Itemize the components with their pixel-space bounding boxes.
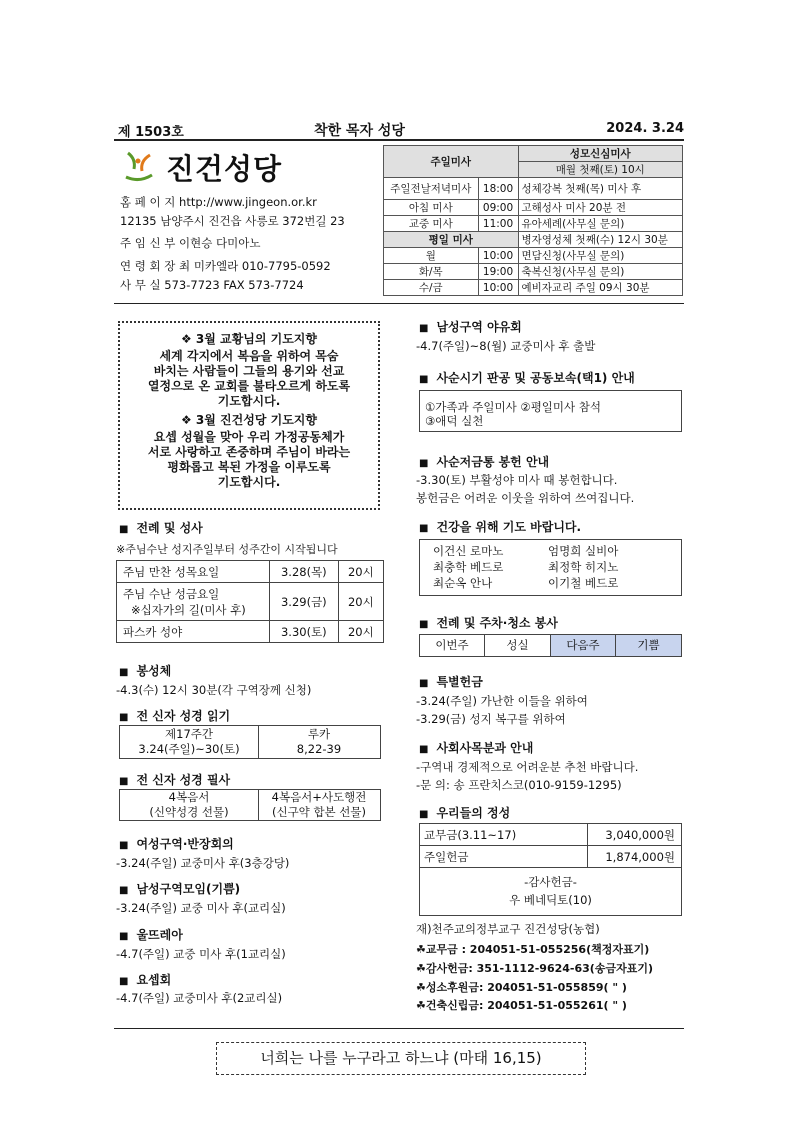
bulletin-header [114, 119, 684, 139]
pope-intention-line: 바치는 사람들이 그들의 용기와 선교 [153, 364, 345, 378]
communion-text: -4.3(수) 12시 30분(각 구역장께 신청) [116, 683, 312, 697]
mon-time: 10:00 [478, 248, 518, 264]
good-friday [117, 583, 270, 621]
header-rule [114, 139, 684, 141]
social-title: ■ 사회사목분과 안내 [419, 739, 533, 756]
cross-leaf-icon [122, 149, 156, 183]
pope-intention-line: 열정으로 온 교회를 불타오르게 하도록 [147, 379, 351, 393]
footer-rule [114, 1028, 684, 1029]
easter-vigil-date: 3.30(토) [270, 621, 339, 643]
sunday-offering-amount: 1,874,000원 [605, 850, 675, 864]
noon-mass-note: 유아세례(사무실 문의) [518, 216, 683, 232]
parish-intention-line: 평화롭고 복된 가정을 이루도록 [167, 460, 331, 474]
social-contact[interactable]: -문 의: 송 프란치스코(010-9159-1295) [416, 778, 622, 792]
prayer-name: 엄명희 실비아 [548, 544, 619, 558]
copy-option-1: 4복음서 [168, 790, 210, 804]
bible-verse-footer: 너희는 나를 누구라고 하느냐 (마태 16,15) [216, 1042, 586, 1075]
pope-intention-line: 기도합시다. [217, 394, 281, 408]
offering-title: ■ 우리들의 정성 [419, 804, 510, 821]
parish-intention-title: ❖ 3월 진건성당 기도지향 [181, 413, 317, 427]
bulletin-date: 2024. 3.24 [606, 121, 684, 136]
donation-box-line: -3.30(토) 부활성야 미사 때 봉헌합니다. [416, 473, 618, 487]
morning-mass-note: 고해성사 미사 20분 전 [518, 200, 683, 216]
weekday-mass-header: 평일 미사 [384, 232, 519, 248]
wedfri-time: 10:00 [478, 280, 518, 296]
service-this-week: 이번주 [419, 634, 485, 657]
communion-title: ■ 봉성체 [119, 662, 171, 679]
bible-copy-box [119, 789, 381, 821]
noon-mass-time: 11:00 [478, 216, 518, 232]
copy-option-2: 4복음서+사도행전 [271, 790, 367, 804]
special-offering-title: ■ 특별헌금 [419, 673, 483, 690]
morning-mass-time: 09:00 [478, 200, 518, 216]
mon-note: 면담신청(사무실 문의) [518, 248, 683, 264]
mon-label: 월 [384, 248, 479, 264]
donation-box-line: 봉헌금은 어려운 이웃을 위하여 쓰여집니다. [416, 491, 635, 505]
holy-thursday: 주님 만찬 성목요일 [117, 561, 270, 583]
lent-box [419, 390, 682, 432]
holy-thursday-time: 20시 [338, 561, 383, 583]
pastor: 주 임 신 부 이현승 다미아노 [120, 236, 261, 250]
good-friday-time: 20시 [338, 583, 383, 621]
service-next-group: 기쁨 [615, 634, 682, 657]
social-line: -구역내 경제적으로 어려운분 추천 바랍니다. [416, 760, 639, 774]
eve-mass-label: 주일전날저녁미사 [384, 178, 479, 200]
bible-reading-box [119, 725, 381, 759]
reading-period: 3.24(주일)~30(토) [138, 742, 240, 756]
sunday-offering-label: 주일헌금 [424, 850, 469, 864]
lent-option-line: ③애덕 실천 [425, 414, 484, 428]
service-this-group: 성실 [484, 634, 551, 657]
parish-intention-line: 서로 사랑하고 존중하며 주님이 바라는 [147, 445, 351, 459]
pope-intention-line: 세계 각지에서 복음을 위하여 목숨 [159, 349, 339, 363]
homepage[interactable]: 홈 페 이 지 http://www.jingeon.or.kr [120, 195, 317, 209]
holy-thursday-date: 3.28(목) [270, 561, 339, 583]
account-line: ☘교무금 : 204051-51-055256(책정자표기) [416, 943, 650, 956]
parish-intention-line: 기도합시다. [217, 475, 281, 489]
prayer-name: 이기철 베드로 [548, 576, 619, 590]
tuethu-label: 화/목 [384, 264, 479, 280]
ultreya-title: ■ 울뜨레아 [119, 926, 183, 943]
good-friday-sub: ※십자가의 길(미사 후) [131, 602, 246, 617]
ultreya-text: -4.7(주일) 교중 미사 후(1교리실) [116, 947, 286, 961]
men-meeting-text: -3.24(주일) 교중 미사 후(교리실) [116, 901, 286, 915]
health-prayer-box [419, 539, 682, 596]
health-title: ■ 건강을 위해 기도 바랍니다. [419, 518, 581, 535]
lent-option-line: ①가족과 주일미사 ②평일미사 참석 [425, 400, 602, 414]
council-president: 연 령 회 장 최 미카엘라 010-7795-0592 [120, 259, 331, 273]
holy-week-note: ※주님수난 성지주일부터 성주간이 시작됩니다 [116, 543, 338, 556]
tuethu-time: 19:00 [478, 264, 518, 280]
bible-reading-title: ■ 전 신자 성경 읽기 [119, 707, 230, 724]
women-meeting-title: ■ 여성구역·반장회의 [119, 835, 234, 852]
eve-mass-note: 성체강복 첫째(목) 미사 후 [518, 178, 683, 200]
section-rule [114, 303, 684, 304]
joseph-title: ■ 요셉회 [119, 971, 171, 988]
men-picnic-text: -4.7(주일)~8(월) 교중미사 후 출발 [416, 339, 596, 353]
prayer-name: 최순옥 안나 [433, 576, 493, 590]
tithe-amount: 3,040,000원 [605, 828, 675, 842]
account-line: ☘성소후원금: 204051-51-055859( " ) [416, 981, 627, 994]
thanks-offering-title: -감사헌금- [524, 875, 577, 889]
service-title: ■ 전례 및 주차·청소 봉사 [419, 614, 558, 631]
address: 12135 남양주시 진건읍 사릉로 372번길 23 [120, 214, 345, 228]
bible-copy-title: ■ 전 신자 성경 필사 [119, 771, 230, 788]
easter-vigil-time: 20시 [338, 621, 383, 643]
thanks-offering-name: 우 베네딕토(10) [509, 893, 592, 907]
issue-number: 제 1503호 [118, 125, 184, 140]
copy-option-1-gift: (신약성경 선물) [149, 805, 229, 819]
logo-text: 진건성당 [166, 152, 283, 186]
account-line: ☘감사헌금: 351-1112-9624-63(송금자표기) [416, 962, 653, 975]
prayer-name: 최정학 히지노 [548, 560, 619, 574]
pope-intention-title: ❖ 3월 교황님의 기도지향 [181, 332, 317, 346]
eve-mass-time: 18:00 [478, 178, 518, 200]
sunday-mass-header: 주일미사 [384, 146, 519, 178]
special-offering-line: -3.24(주일) 가난한 이들을 위하여 [416, 694, 588, 708]
women-meeting-text: -3.24(주일) 교중미사 후(3층강당) [116, 856, 290, 870]
good-friday-date: 3.29(금) [270, 583, 339, 621]
offering-box [419, 823, 682, 916]
mass-schedule-table [383, 145, 683, 296]
seongmo-sub: 매월 첫째(토) 10시 [518, 162, 683, 178]
parish-name: 착한 목자 성당 [314, 123, 405, 139]
office-contact: 사 무 실 573-7723 FAX 573-7724 [120, 278, 304, 292]
men-picnic-title: ■ 남성구역 야유회 [419, 318, 522, 335]
wedfri-label: 수/금 [384, 280, 479, 296]
special-offering-line: -3.29(금) 성지 복구를 위하여 [416, 712, 566, 726]
reading-book: 루카 [307, 727, 331, 741]
holy-week-table [116, 560, 384, 643]
prayer-intentions-box [118, 321, 380, 510]
good-friday-name: 주님 수난 성금요일 [123, 586, 220, 601]
seongmo-title: 성모신심미사 [518, 146, 683, 162]
donation-box-title: ■ 사순저금통 봉헌 안내 [419, 453, 549, 470]
morning-mass-label: 아침 미사 [384, 200, 479, 216]
prayer-name: 최충학 베드로 [433, 560, 504, 574]
easter-vigil: 파스카 성야 [117, 621, 270, 643]
noon-mass-label: 교중 미사 [384, 216, 479, 232]
reading-week: 제17주간 [165, 727, 213, 741]
men-meeting-title: ■ 남성구역모임(기쁨) [119, 880, 240, 897]
service-next-week: 다음주 [550, 634, 616, 657]
prayer-name: 이건신 로마노 [433, 544, 504, 558]
weekday-mass-note: 병자영성체 첫째(수) 12시 30분 [518, 232, 683, 248]
account-line: ☘건축신립금: 204051-51-055261( " ) [416, 999, 627, 1012]
wedfri-note: 예비자교리 주일 09시 30분 [518, 280, 683, 296]
bank-info: 재)천주교의정부교구 진건성당(농협) [416, 922, 600, 936]
joseph-text: -4.7(주일) 교중미사 후(2교리실) [116, 991, 283, 1005]
tithe-label: 교무금(3.11~17) [424, 828, 517, 842]
copy-option-2-gift: (신구약 합본 선물) [271, 805, 367, 819]
lent-title: ■ 사순시기 판공 및 공동보속(택1) 안내 [419, 369, 635, 386]
parish-intention-line: 요셉 성월을 맞아 우리 가정공동체가 [153, 430, 345, 444]
liturgy-title: ■ 전례 및 성사 [119, 519, 203, 536]
tuethu-note: 축복신청(사무실 문의) [518, 264, 683, 280]
reading-chapters: 8,22-39 [296, 742, 342, 756]
